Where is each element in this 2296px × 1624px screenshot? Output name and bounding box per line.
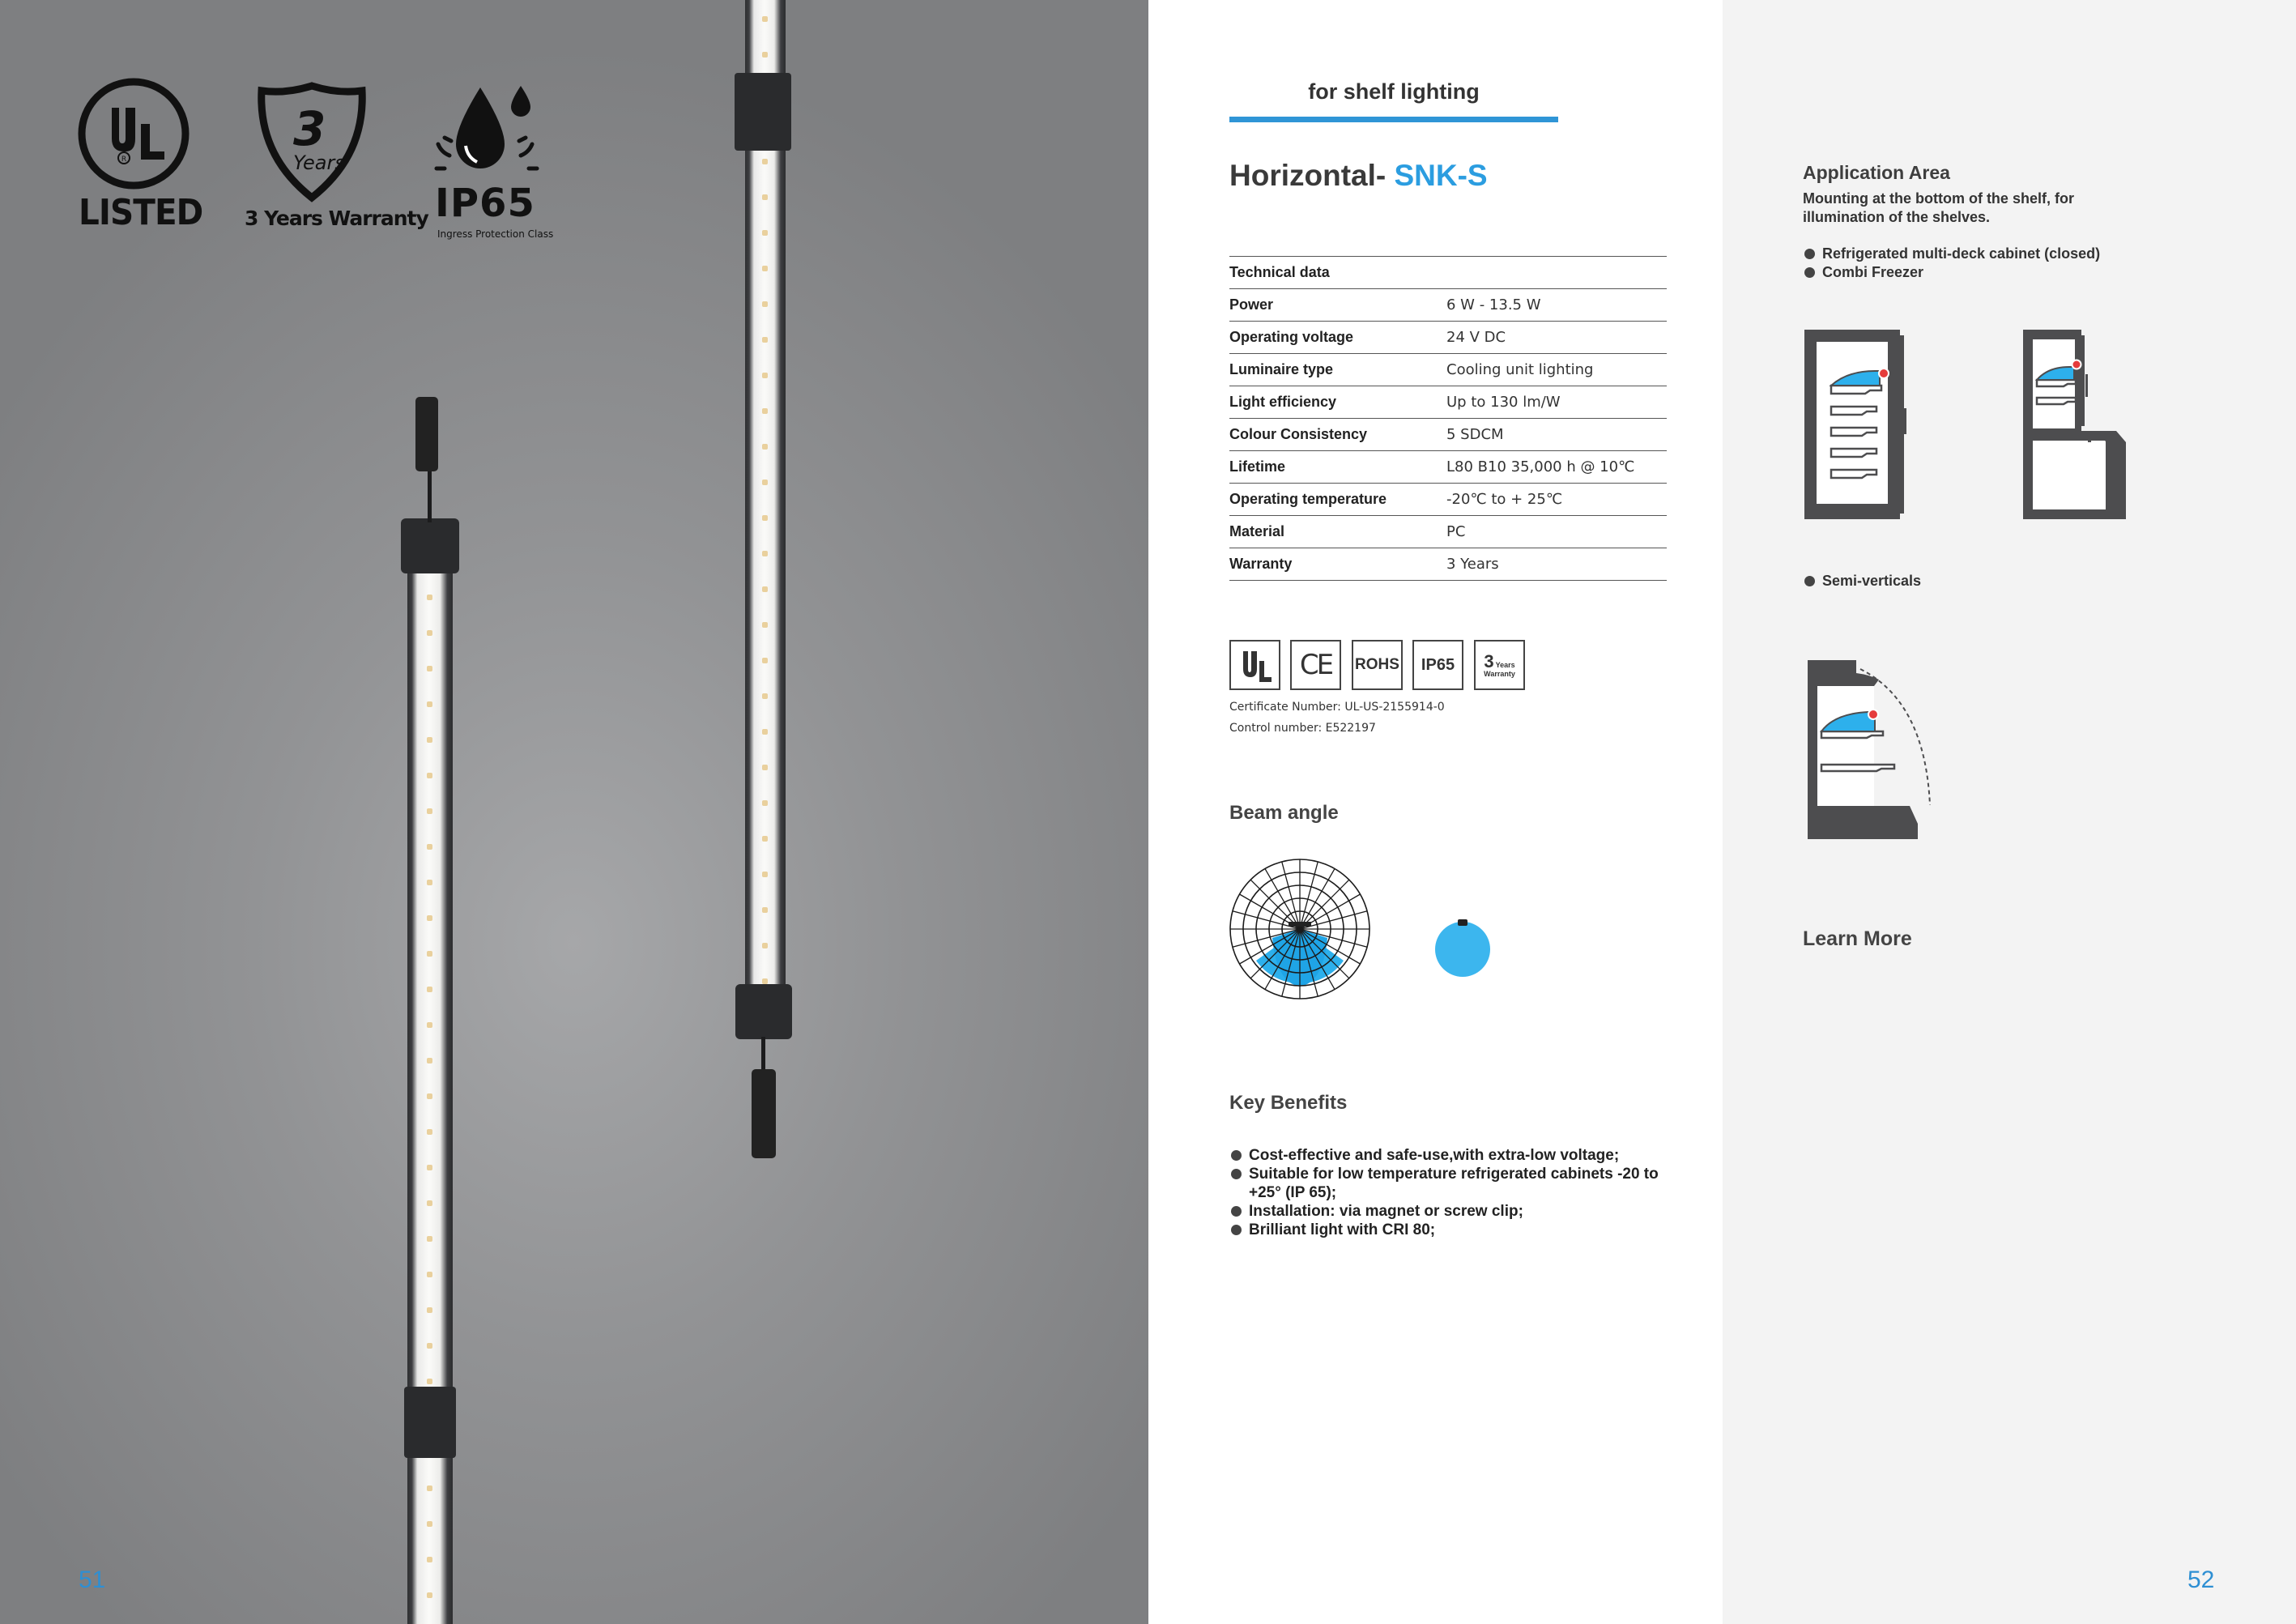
led-chip [427, 737, 432, 743]
warranty-badge-caption: Warranty [1484, 669, 1515, 678]
beam-angle-polar-diagram [1228, 857, 1372, 1001]
product-code: SNK-S [1394, 159, 1488, 192]
table-row [1229, 322, 1667, 354]
list-item: Cost-effective and safe-use,with extra-low voltage; [1229, 1146, 1683, 1165]
led-chip [762, 337, 768, 343]
application-area-page [1723, 0, 2296, 1624]
table-header: Technical data [1229, 257, 1667, 289]
ul-listed-label: LISTED [79, 192, 203, 233]
water-drop-icon [433, 81, 547, 186]
led-chip [427, 1022, 432, 1028]
table-header-row [1229, 257, 1667, 289]
led-chip [427, 880, 432, 885]
list-item: Combi Freezer [1803, 263, 2100, 282]
ip65-badge: IP65 [1412, 640, 1463, 690]
product-title-prefix: Horizontal- [1229, 159, 1395, 192]
led-chip [427, 1379, 432, 1384]
list-item: Installation: via magnet or screw clip; [1229, 1202, 1683, 1221]
key-benefits-list [1229, 1146, 1683, 1239]
learn-more-link[interactable]: Learn More [1803, 927, 1912, 950]
list-item: Suitable for low temperature refrigerated cabinets -20 to +25° (IP 65); [1229, 1165, 1683, 1202]
ul-badge [1229, 640, 1280, 690]
certification-logos [73, 77, 559, 255]
spec-value: PC [1446, 516, 1667, 548]
table-row [1229, 354, 1667, 386]
spec-label: Luminaire type [1229, 354, 1446, 386]
warranty-badge [1474, 640, 1525, 690]
ip-rating-caption: Ingress Protection Class [437, 228, 554, 240]
led-chip [427, 987, 432, 992]
spec-label: Material [1229, 516, 1446, 548]
ip-rating-label: IP65 [435, 181, 535, 226]
led-chip [427, 1058, 432, 1063]
led-bar-right-top-clip [735, 73, 791, 151]
list-item: Semi-verticals [1803, 572, 1921, 590]
led-chip [762, 515, 768, 521]
ul-badge-icon [1237, 646, 1274, 684]
led-chip [427, 808, 432, 814]
spec-value: 24 V DC [1446, 322, 1667, 354]
table-row [1229, 548, 1667, 581]
beam-spot-diagram [1430, 914, 1495, 978]
led-chip [762, 301, 768, 307]
led-chip [762, 586, 768, 592]
spec-label: Light efficiency [1229, 386, 1446, 419]
led-chip [762, 408, 768, 414]
spec-value: L80 B10 35,000 h @ 10℃ [1446, 451, 1667, 484]
led-chip [427, 844, 432, 850]
certificate-number: Certificate Number: UL-US-2155914-0 [1229, 701, 1445, 714]
led-chip [427, 1272, 432, 1277]
ul-listed-logo [73, 77, 194, 190]
led-chip [427, 701, 432, 707]
spec-value: Cooling unit lighting [1446, 354, 1667, 386]
led-chip [427, 1093, 432, 1099]
application-area-description: Mounting at the bottom of the shelf, for illumination of the shelves. [1803, 190, 2074, 225]
led-chip [762, 444, 768, 450]
led-bar-right-cable [761, 1037, 765, 1072]
page-number-left: 51 [79, 1566, 106, 1593]
table-row [1229, 419, 1667, 451]
rohs-badge: ROHS [1352, 640, 1403, 690]
led-chip [427, 1343, 432, 1349]
warranty-word: Years [293, 151, 345, 174]
table-row [1229, 484, 1667, 516]
spec-value: 3 Years [1446, 548, 1667, 581]
spec-value: 5 SDCM [1446, 419, 1667, 451]
led-chip [762, 159, 768, 164]
led-chip [427, 595, 432, 600]
spec-value: Up to 130 lm/W [1446, 386, 1667, 419]
spec-label: Power [1229, 289, 1446, 322]
application-area-title: Application Area [1803, 162, 1950, 183]
spec-label: Colour Consistency [1229, 419, 1446, 451]
table-row [1229, 386, 1667, 419]
multi-deck-cabinet-illustration [1802, 327, 1915, 522]
table-row [1229, 451, 1667, 484]
specification-page [1148, 0, 1723, 1624]
led-chip [427, 1521, 432, 1527]
led-chip [762, 658, 768, 663]
application-list-2 [1803, 572, 1921, 590]
spec-label: Lifetime [1229, 451, 1446, 484]
led-chip [427, 1485, 432, 1491]
application-list [1803, 245, 2100, 282]
list-item: Refrigerated multi-deck cabinet (closed) [1803, 245, 2100, 263]
led-bar-left-connector [415, 397, 438, 471]
combi-freezer-illustration [2021, 327, 2134, 522]
led-chip [762, 978, 768, 984]
led-chip [427, 1592, 432, 1598]
list-item: Brilliant light with CRI 80; [1229, 1221, 1683, 1239]
led-chip [427, 915, 432, 921]
svg-text:R: R [121, 156, 127, 164]
led-chip [762, 622, 768, 628]
led-chip [427, 1236, 432, 1242]
led-chip [762, 16, 768, 22]
technical-data-table [1229, 256, 1667, 581]
led-chip [762, 693, 768, 699]
beam-angle-heading: Beam angle [1229, 802, 1339, 824]
led-chip [762, 836, 768, 842]
section-tag: for shelf lighting [1308, 79, 1480, 104]
led-chip [762, 52, 768, 58]
led-chip [427, 773, 432, 778]
led-chip [762, 551, 768, 556]
led-chip [762, 765, 768, 770]
warranty-badge-number: 3 [1484, 650, 1494, 671]
spec-value: 6 W - 13.5 W [1446, 289, 1667, 322]
led-chip [762, 266, 768, 271]
spec-label: Operating voltage [1229, 322, 1446, 354]
key-benefits-heading: Key Benefits [1229, 1092, 1348, 1114]
led-bar-left-top-cap [401, 518, 459, 573]
led-chip [762, 907, 768, 913]
spec-label: Warranty [1229, 548, 1446, 581]
table-row [1229, 516, 1667, 548]
led-bar-right [745, 0, 786, 1012]
led-chip [762, 729, 768, 735]
led-bar-left-mid-clip [404, 1387, 456, 1458]
led-chip [427, 1165, 432, 1170]
ce-badge: CE [1290, 640, 1341, 690]
led-chip [427, 951, 432, 957]
warranty-caption: 3 Years Warranty [245, 207, 428, 230]
led-chip [762, 872, 768, 877]
control-number: Control number: E522197 [1229, 722, 1376, 735]
warranty-badge-word: Years [1495, 660, 1515, 669]
led-chip [427, 1200, 432, 1206]
warranty-number: 3 [293, 101, 326, 156]
semi-vertical-cabinet-illustration [1805, 658, 1959, 839]
section-tag-underline [1229, 117, 1558, 122]
led-chip [762, 480, 768, 485]
led-chip [427, 630, 432, 636]
led-bar-left [407, 535, 453, 1624]
led-chip [762, 194, 768, 200]
led-chip [762, 800, 768, 806]
led-chip [762, 230, 768, 236]
table-row [1229, 289, 1667, 322]
led-chip [427, 1557, 432, 1562]
led-chip [427, 1129, 432, 1135]
led-chip [427, 666, 432, 671]
page-number-right: 52 [2187, 1566, 2215, 1593]
spec-value: -20℃ to + 25℃ [1446, 484, 1667, 516]
led-bar-right-connector [752, 1069, 776, 1158]
product-title [1229, 159, 1488, 193]
spec-label: Operating temperature [1229, 484, 1446, 516]
led-chip [762, 373, 768, 378]
led-chip [427, 1307, 432, 1313]
led-bar-right-bottom-cap [735, 984, 792, 1039]
led-chip [762, 943, 768, 948]
